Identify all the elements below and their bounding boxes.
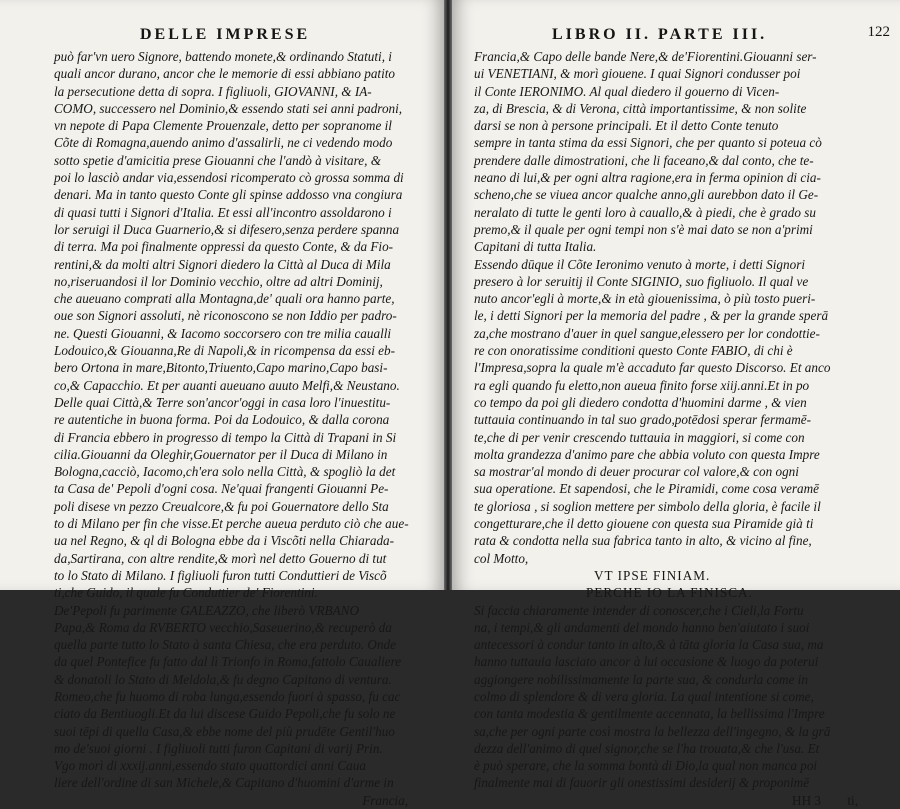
text-line: sa mostrar'al mondo di deuer procurar col valore,& con ogni [474, 464, 799, 480]
text-line: ne. Questi Giouanni, & Iacomo soccorsero con tre milia caualli [54, 325, 392, 341]
left-body-text [54, 48, 428, 809]
text-line: cilia.Giouanni da Oleghir,Gouernator per il Duca di Milano in [54, 446, 388, 462]
text-line: te,che di per venir crescendo tuttauia in maggiori, si come con [474, 429, 805, 445]
text-line: sua operatione. Et sapendosi, che le Piramidi, come cosa veramē [474, 481, 819, 497]
text-line: può far'vn uero Signore, battendo monete,& ordinando Statuti, i [54, 49, 392, 64]
text-line: co,& Capacchio. Et per auanti aueuano auuto Melfi,& Neustano. [54, 377, 400, 393]
text-line: neano di lui,& per ogni altra ragione,era in ferma opinion di cia- [474, 170, 821, 186]
text-line: finalmente mai di fauorir gli onestissimi desiderij & proponimē [474, 775, 810, 791]
text-line: & donatoli lo Stato di Meldola,& fu degno Capitano di ventura. [54, 671, 392, 687]
text-line: rata & condotta nella sua fabrica tanto in alto, & vicino al fine, [474, 533, 812, 549]
text-line: Romeo,che fu huomo di roba lunga,essendo fuori à spasso, fu cac [54, 688, 401, 704]
text-line: poli disese vn pezzo Creualcore,& fu poi Gouernatore dello Sta [54, 498, 389, 514]
text-line: ui VENETIANI, & morì giouene. I quai Signori condusser poi [474, 66, 801, 82]
text-line: De'Pepoli fu parimente GALEAZZO, che liberò VRBANO [54, 602, 359, 618]
book-gutter [444, 0, 452, 590]
text-line: da,Sartirana, con altre rendite,& morì nel detto Gouerno di tut [54, 550, 387, 566]
text-line: ta Casa de' Pepoli d'ogni cosa. Ne'quai frangenti Giouanni Pe- [54, 481, 389, 497]
text-line: suoi tēpi di quella Casa,& ebbe nome del più prudēte Gentil'huo [54, 723, 395, 739]
text-line: Vgo morì di xxxij.anni,essendo stato quattordici anni Caua [54, 758, 366, 774]
text-line: da quel Pontefice fu fatto dal lì Trionfo in Roma,fattolo Caualiere [54, 654, 402, 670]
text-line: le, i detti Signori per la memoria del padre , & per la grande sperā [474, 308, 829, 324]
text-line: quali ancor durano, ancor che le memorie di essi abbiano patito [54, 66, 396, 82]
text-line: quella parte tutto lo Stato à santa Chiesa, che era perduto. Onde [54, 637, 396, 653]
text-line: aggiongere nobilissimamente la parte sua, & condurla come in [474, 671, 808, 687]
text-line: antecessori à condur tanto in alto,& à tāta gloria la Casa sua, ma [474, 637, 824, 653]
text-line: di terra. Ma poi finalmente oppressi da questo Conte, & da Fio- [54, 239, 394, 255]
text-line: lor seruigi il Duca Guarnerio,& si difesero,senza perdere spanna [54, 221, 400, 237]
text-line: sotto spetie d'amicitia prese Giouanni che l'andò à visitare, & [54, 152, 381, 168]
text-line: dezza dell'animo di quel signor,che se l'ha trouata,& che l'usa. Et [474, 740, 820, 756]
catchword: ti, [847, 792, 858, 808]
text-line: neralato di tutte le genti loro à cauallo,& à piedi, che è grado su [474, 204, 816, 220]
right-body-text [474, 48, 878, 809]
text-line: è può sperare, che la somma bontà di Dio,la qual non manca poi [474, 758, 818, 774]
text-line: Lodouico,& Giouanna,Re di Napoli,& in ricompensa da essi eb- [54, 343, 396, 359]
text-line: ciato da Bentiuogli.Et da lui discese Guido Pepoli,che fu solo ne [54, 706, 396, 722]
text-line: re autentiche in buona forma. Poi da Lodouico, & dalla corona [54, 412, 390, 428]
signature-mark: HH 3 [792, 792, 821, 808]
text-line: poi lo lasciò andar via,essendosi ricomperato cò grossa somma di [54, 170, 404, 186]
text-line: di Francia ebbero in progresso di tempo la Città di Trapani in Si [54, 429, 397, 445]
text-line: Bologna,cacciò, Iacomo,ch'era solo nella Città, & spogliò la det [54, 464, 396, 480]
text-line: mo de'suoi giorni . I figliuoli tutti furon Capitani di varij Prin. [54, 740, 383, 756]
text-line: hanno tuttauia lasciato ancor à lui occasione & luogo da poterui [474, 654, 819, 670]
text-line: re con onoratissime conditioni questo Conte FABIO, di chi è [474, 343, 793, 359]
text-line: Delle quai Città,& Terre son'ancor'oggi in casa loro l'inuestitu- [54, 394, 391, 410]
text-line: tuttauia continuando in tal suo grado,potēdosi sperar fermamē- [474, 412, 812, 428]
text-line: premo,& il quale per ogni tempi non s'è mai dato se non a'primi [474, 221, 813, 237]
text-line: darsi se non à persone principali. Et il detto Conte tenuto [474, 118, 779, 134]
text-line: il Conte IERONIMO. Al qual diedero il gouerno di Vicen- [474, 83, 780, 99]
text-line: ra egli quando fu eletto,non aueua finito forse xiij.anni.Et in po [474, 377, 810, 393]
left-page [0, 0, 444, 808]
text-line: Francia,& Capo delle bande Nere,& de'Fiorentini.Giouanni ser- [474, 49, 817, 64]
text-line: ua nel Regno, & ql di Bologna ebbe da i Viscõti nella Chiarada- [54, 533, 395, 549]
text-line: to lo Stato di Milano. I figliuoli furon tutti Conduttieri de Viscõ [54, 567, 387, 583]
motto-italian: PERCHE IO LA FINISCA. [586, 585, 753, 601]
text-line: na, i tempi,& gli andamenti del mondo hanno ben'aiutato i suoi [474, 619, 810, 635]
text-line: liere dell'ordine di san Michele,& Capitano d'huomini d'arme in [54, 775, 394, 791]
running-head-left: DELLE IMPRESE [140, 26, 311, 43]
text-line: che aueuano comprati alla Montagna,de' quali ora hanno parte, [54, 291, 395, 307]
text-line: prendere dalle dimostrationi, che li faceano,& dal conto, che te- [474, 152, 814, 168]
text-line: col Motto, [474, 550, 529, 566]
catchword: Francia, [362, 792, 408, 808]
text-line: Essendo dūque il Cõte Ieronimo venuto à morte, i detti Signori [474, 256, 805, 272]
text-line: co tempo da poi gli diedero condotta d'huomini darme , & vien [474, 394, 807, 410]
text-line: no,riseruandosi il lor Dominio vecchio, oltre ad altri Dominij, [54, 273, 383, 289]
text-line: scheno,che se viuea ancor qualche anno,gli aurebbon dato il Ge- [474, 187, 819, 203]
text-line: oue son Signori assoluti, nè riconoscono se non Iddio per padro- [54, 308, 397, 324]
text-line: congetturare,che il detto giouene con questa sua Piramide già ti [474, 516, 814, 532]
text-line: za, di Brescia, & di Verona, città importantissime, & non solite [474, 100, 807, 116]
text-line: te gloriosa , si soglion mettere per simbolo della gloria, è facile il [474, 498, 821, 514]
text-line: presero à lor seruitij il Conte SIGINIO, suo figliuolo. Il qual ve [474, 273, 809, 289]
text-line: ti,che Guido, il quale fu Conduttier de' Fiorentini. [54, 585, 318, 601]
text-line: con tanta modestia & gentilmente accennata, la bellissima l'Impre [474, 706, 825, 722]
text-line: bero Ortona in mare,Bitonto,Triuento,Capo marino,Capo basi- [54, 360, 388, 376]
text-line: denari. Ma in tanto questo Conte gli spinse addosso vna congiura [54, 187, 403, 203]
text-line: Si faccia chiaramente intender di conoscer,che i Cieli,la Fortu [474, 602, 804, 618]
text-line: l'Impresa,sopra la quale m'è accaduto far questo Discorso. Et anco [474, 360, 831, 376]
motto-latin: VT IPSE FINIAM. [594, 567, 711, 583]
text-line: molta grandezza d'animo pare che abbia voluto con questa Impre [474, 446, 820, 462]
text-line: colmo di splendore & di vera gloria. La qual intentione si come, [474, 688, 814, 704]
running-head-right: LIBRO II. PARTE III. [552, 26, 768, 43]
text-line: nuto ancor'egli à morte,& in età giouenissima, ò più tosto pueri- [474, 291, 816, 307]
text-line: za,che mostrano d'auer in quel sangue,elessero per lor condottie- [474, 325, 820, 341]
text-line: Papa,& Roma da RVBERTO vecchio,Saseuerino,& recuperò da [54, 619, 392, 635]
text-line: to di Milano per fin che visse.Et perche aueua perduto ciò che aue- [54, 516, 409, 532]
text-line: la persecutione detta di sopra. I figliuoli, GIOVANNI, & IA- [54, 83, 372, 99]
text-line: Capitani di tutta Italia. [474, 239, 597, 255]
text-line: sempre in tanta stima da essi Signori, che per quanto si poteua cò [474, 135, 822, 151]
text-line: di quasi tutti i Signori d'Italia. Et essi all'incontro assoldarono i [54, 204, 392, 220]
page-number: 122 [867, 24, 890, 40]
text-line: vn nepote di Papa Clemente Prouenzale, detto per sopranome il [54, 118, 392, 134]
text-line: COMO, successero nel Dominio,& essendo stati sei anni padroni, [54, 100, 403, 116]
signature-and-catchword [474, 792, 878, 809]
text-line: sa,che per ogni parte così mostra la bellezza dell'ingegno, & la grā [474, 723, 831, 739]
text-line: Cõte di Romagna,auendo animo d'assalirli, ne ci vedendo modo [54, 135, 393, 151]
right-page [452, 0, 900, 808]
text-line: rentini,& da molti altri Signori diedero la Città al Duca di Mila [54, 256, 391, 272]
